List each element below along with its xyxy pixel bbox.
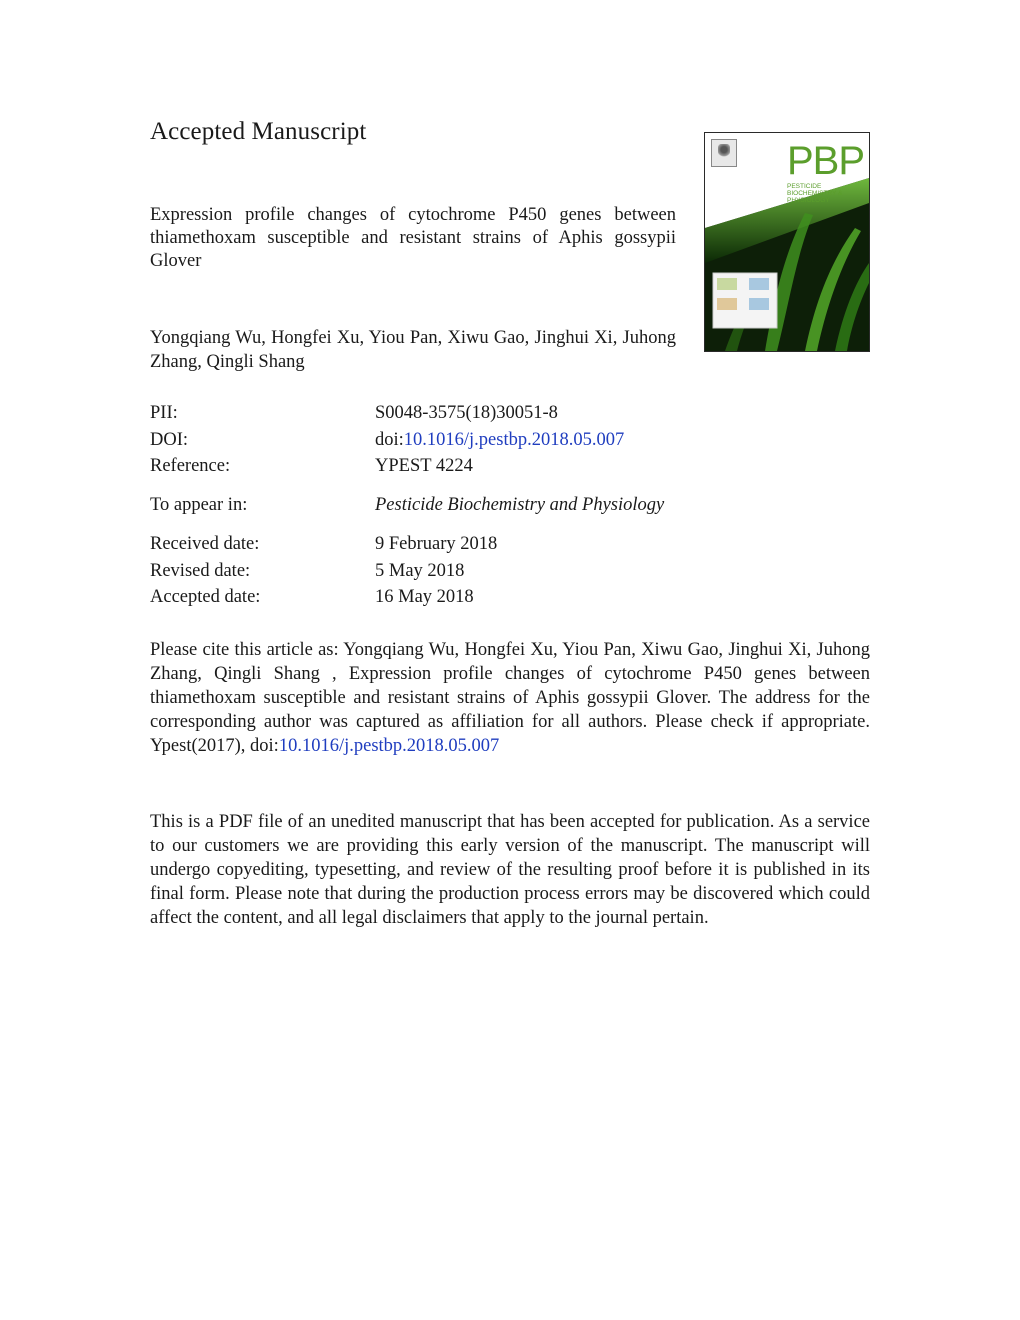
- article-title: Expression profile changes of cytochrome P450 genes between thiamethoxam susceptible and resistant strains of Aphis gossypii Glover: [150, 205, 676, 271]
- cover-logo: PBP: [787, 139, 865, 183]
- accepted-value: 16 May 2018: [375, 587, 474, 607]
- revised-value: 5 May 2018: [375, 561, 465, 581]
- doi-label: DOI:: [150, 430, 189, 450]
- appear-value: Pesticide Biochemistry and Physiology: [375, 495, 665, 515]
- reference-value: YPEST 4224: [375, 456, 473, 476]
- citation-doi-link[interactable]: 10.1016/j.pestbp.2018.05.007: [278, 736, 500, 756]
- manuscript-notice: This is a PDF file of an unedited manuscript that has been accepted for publication. As a service to our customers we are providing this early version of the manuscript. The manuscript will undergo copyediting, typesetting, and review of the resulting proof before it is published in its final form. Please note that during the production process errors may be discovered which could affect the content, and all legal disclaimers that apply to the journal pertain.: [150, 812, 870, 928]
- elsevier-tree-icon: [711, 139, 737, 167]
- citation-text: Please cite this article as: Yongqiang Wu, Hongfei Xu, Yiou Pan, Xiwu Gao, Jinghui Xi, Juhong Zhang, Qingli Shang , Expression profile changes of cytochrome P450 genes between thiamethoxam susceptible and resistant strains of Aphis gossypii Glover. The address for the corresponding author was captured as affiliation for all authors. Please check if appropriate. Ypest(2017), doi:: [150, 640, 870, 756]
- doi-link[interactable]: 10.1016/j.pestbp.2018.05.007: [403, 430, 625, 450]
- doi-value: [375, 427, 624, 453]
- pii-value: S0048-3575(18)30051-8: [375, 403, 558, 423]
- revised-label: Revised date:: [150, 561, 251, 581]
- received-label: Received date:: [150, 534, 260, 554]
- pii-label: PII:: [150, 403, 178, 423]
- appear-label: To appear in:: [150, 495, 248, 515]
- page-heading: Accepted Manuscript: [150, 118, 367, 145]
- received-value: 9 February 2018: [375, 534, 498, 554]
- author-list: Yongqiang Wu, Hongfei Xu, Yiou Pan, Xiwu Gao, Jinghui Xi, Juhong Zhang, Qingli Shang: [150, 328, 676, 372]
- cover-journal-name: PESTICIDE BIOCHEMISTRY & PHYSIOLOGY: [787, 183, 843, 204]
- reference-label: Reference:: [150, 456, 231, 476]
- accepted-label: Accepted date:: [150, 587, 261, 607]
- citation-paragraph: [150, 638, 870, 758]
- journal-cover-image: [704, 132, 870, 352]
- doi-prefix: doi:: [375, 430, 404, 450]
